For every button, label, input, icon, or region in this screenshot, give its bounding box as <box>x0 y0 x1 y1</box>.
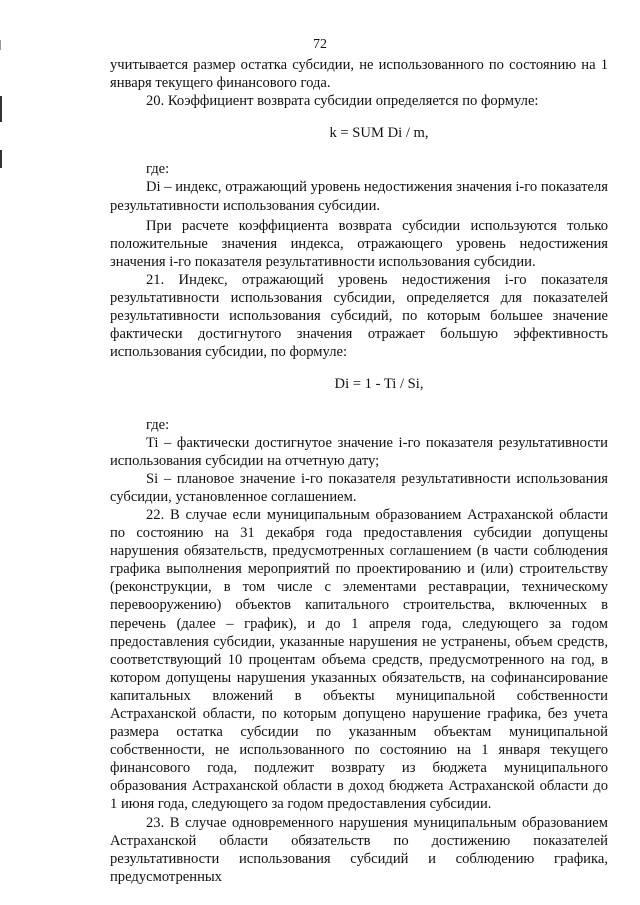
paragraph-continuation: учитывается размер остатка субсидии, не использованного по состоянию на 1 января текущего финансового года. <box>110 57 608 92</box>
paragraph-23: 23. В случае одновременного нарушения муниципальным образованием Астраханской области обязательств по достижению показателей результативности использования субсидий и соблюдению графика, предусмотренных <box>110 814 608 885</box>
paragraph-20: 20. Коэффициент возврата субсидии определяется по формуле: <box>146 93 539 110</box>
paragraph-calculation: При расчете коэффициента возврата субсидии используются только положительные значения индекса, отражающего уровень недостижения значения i-го показателя результативности использования субсидии. <box>110 217 608 270</box>
formula-k: k = SUM Di / m, <box>329 125 429 142</box>
scan-edge-mark <box>0 96 2 122</box>
formula-di: Di = 1 - Ti / Si, <box>334 376 424 393</box>
where-label: где: <box>146 161 170 178</box>
paragraph-21: 21. Индекс, отражающий уровень недостижения i-го показателя результативности использования субсидии, определяется для показателей результативности использования субсидий, по которым большее значение фактически достигнутого значения отражает большую эффективность использования субсидии, по формуле: <box>110 271 608 361</box>
page-number: 72 <box>313 37 327 52</box>
where-label: где: <box>146 416 170 433</box>
document-body <box>110 56 608 886</box>
scan-edge-mark <box>0 150 2 168</box>
paragraph-22: 22. В случае если муниципальным образованием Астраханской области по состоянию на 31 декабря года предоставления субсидии допущены нарушения обязательств, предусмотренных соглашением (в части соблюдения графика выполнения мероприятий по проектированию и (или) строительству (реконструкции, в том числе с элементами реставрации, техническому перевооружению) объектов капитального строительства, включенных в перечень (далее – график), и до 1 апреля года, следующего за годом предоставления субсидии, указанные нарушения не устранены, объем средств, соответствующий 10 процентам объема средств, предусмотренного на год, в котором допущены нарушения указанных обязательств, на софинансирование капитальных вложений в объекты муниципальной собственности Астраханской области, по которым допущено нарушение графика, без учета размера остатка субсидии по указанным объектам муниципальной собственности, не использованного по состоянию на 1 января текущего финансового года, подлежит возврату из бюджета муниципального образования Астраханской области в доход бюджета Астраханской области до 1 июня года, следующего за годом предоставления субсидии. <box>110 506 608 813</box>
ti-definition: Ti – фактически достигнутое значение i-го показателя результативности использования субсидии на отчетную дату; <box>110 434 608 469</box>
di-definition: Di – индекс, отражающий уровень недостижения значения i-го показателя результативности использования субсидии. <box>110 179 609 214</box>
si-definition: Si – плановое значение i-го показателя результативности использования субсидии, установленное соглашением. <box>110 470 608 505</box>
